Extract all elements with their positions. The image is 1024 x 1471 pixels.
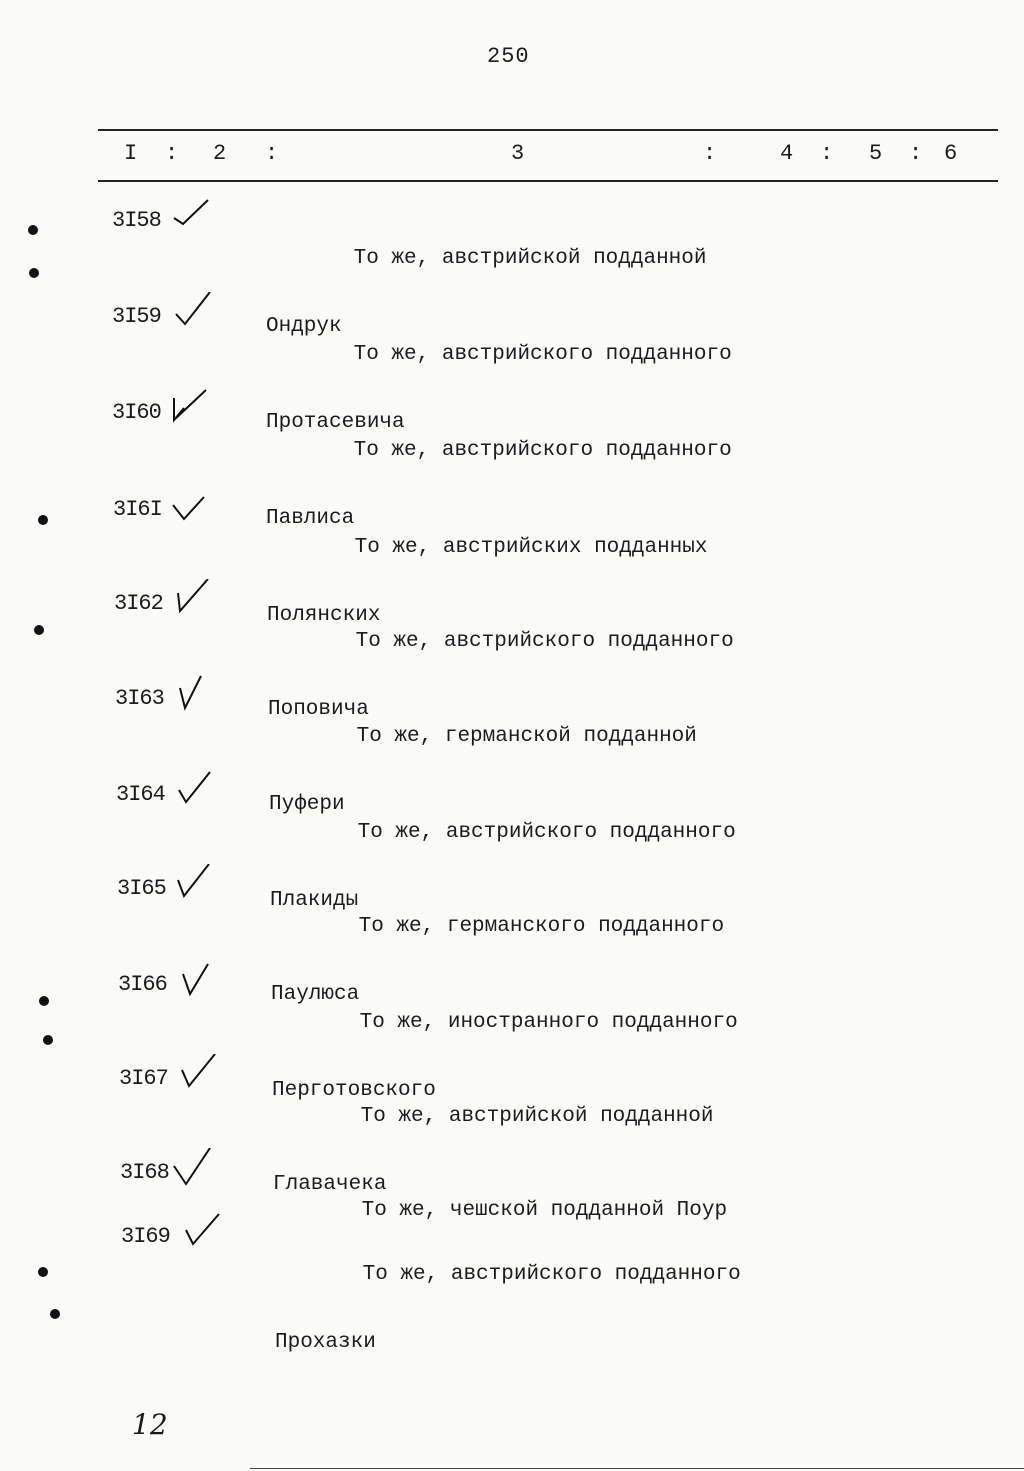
entry-number: 3I68 [120, 1160, 169, 1185]
entry-line-1: То же, австрийского подданного [362, 1263, 741, 1286]
entry-number: 3I62 [114, 591, 163, 616]
entry-line-2: Перготовского [272, 1079, 436, 1102]
checkmark-icon [176, 770, 216, 810]
entry-line-1: То же, австрийского подданного [355, 630, 734, 653]
entry-line-2: Пуфери [269, 793, 345, 816]
entry-line-2: Главачека [273, 1173, 387, 1196]
checkmark-icon [175, 864, 215, 904]
entry-line-2: Ондрук [266, 315, 342, 338]
checkmark-icon [174, 579, 214, 619]
column-header-4: 4 [780, 141, 794, 166]
entry-line-1: То же, австрийской подданной [360, 1105, 714, 1128]
checkmark-icon [183, 1212, 223, 1252]
binding-hole [38, 515, 48, 525]
binding-hole [38, 1267, 48, 1277]
table-top-rule [98, 129, 998, 131]
entry-line-2: Паулюса [271, 983, 360, 1006]
entry-line-2: Полянских [267, 604, 381, 627]
entry-line-1: То же, чешской подданной Поур [361, 1199, 728, 1222]
column-header-5: 5 [869, 141, 883, 166]
entry-line-1: То же, австрийского подданного [353, 439, 732, 462]
entry-line-1: То же, австрийского подданного [353, 343, 732, 366]
checkmark-icon [172, 196, 212, 236]
column-header-2: 2 [213, 141, 227, 166]
binding-hole [34, 625, 44, 635]
entry-number: 3I6I [113, 497, 162, 522]
binding-hole [50, 1309, 60, 1319]
binding-hole [43, 1035, 53, 1045]
checkmark-icon [172, 1148, 212, 1188]
column-separator: : [265, 141, 279, 166]
binding-hole [39, 996, 49, 1006]
checkmark-icon [170, 485, 210, 525]
entry-number: 3I64 [116, 782, 165, 807]
checkmark-icon [177, 674, 217, 714]
entry-line-1: То же, австрийского подданного [357, 821, 736, 844]
entry-line-1: То же, германского подданного [358, 915, 725, 938]
checkmark-icon [174, 292, 214, 332]
binding-hole [29, 268, 39, 278]
entry-number: 3I59 [112, 304, 161, 329]
entry-number: 3I65 [117, 876, 166, 901]
entry-number: 3I58 [112, 208, 161, 233]
entry-description [275, 1224, 741, 1428]
entry-number: 3I63 [115, 686, 164, 711]
checkmark-icon [179, 1054, 219, 1094]
entry-line-2: Поповича [268, 698, 369, 721]
footer-rule [250, 1468, 1024, 1469]
entry-line-1: То же, австрийских подданных [354, 536, 708, 559]
entry-line-1: То же, германской подданной [356, 725, 697, 748]
checkmark-icon [180, 960, 220, 1000]
checkmark-icon [170, 388, 210, 428]
column-separator: : [165, 141, 179, 166]
entry-number: 3I69 [121, 1224, 170, 1249]
entry-number: 3I60 [112, 400, 161, 425]
column-header-3: 3 [511, 141, 525, 166]
column-header-6: 6 [944, 141, 958, 166]
entry-line-2: Павлиса [266, 507, 355, 530]
binding-hole [28, 225, 38, 235]
entry-line-2: Протасевича [266, 411, 405, 434]
entry-number: 3I67 [119, 1066, 168, 1091]
column-separator: : [703, 141, 717, 166]
column-header-1: I [124, 141, 138, 166]
column-separator: : [909, 141, 923, 166]
entry-line-1: То же, австрийской подданной [353, 247, 707, 270]
column-separator: : [820, 141, 834, 166]
entry-line-2: Плакиды [270, 889, 359, 912]
entry-number: 3I66 [118, 972, 167, 997]
entry-line-1: То же, иностранного подданного [359, 1011, 738, 1034]
handwritten-sheet-number: 12 [132, 1408, 168, 1441]
entry-line-2: Прохазки [275, 1331, 376, 1354]
page-number: 250 [487, 44, 530, 69]
table-header-rule [98, 180, 998, 182]
